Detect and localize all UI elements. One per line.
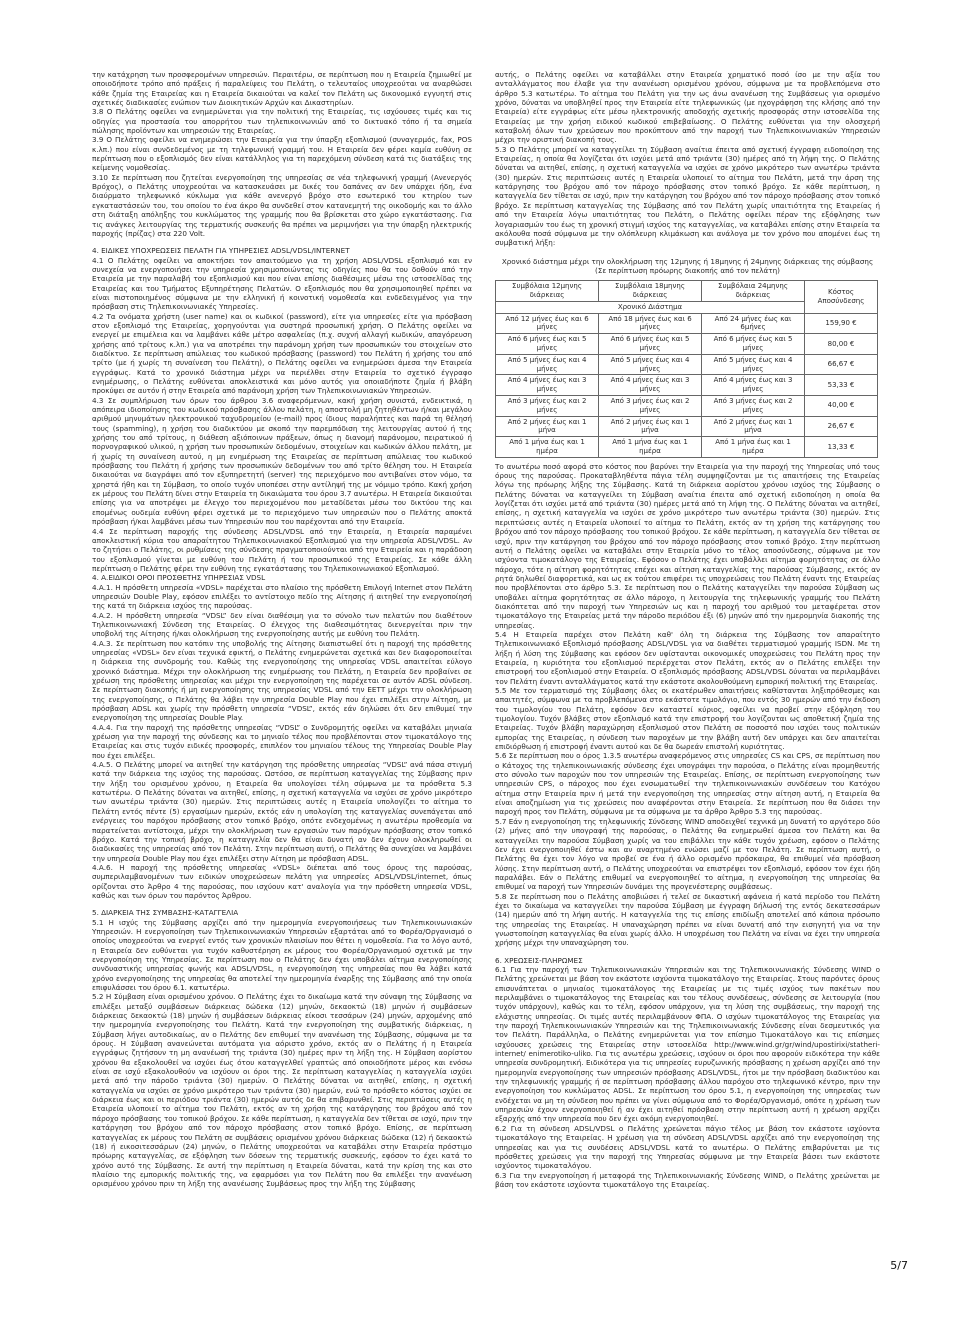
paragraph: 4.2 Τα ονόματα χρήστη (user name) και οι κωδικοί (password), είτε για υπηρεσίες είτε για πρόσβαση στον εξοπλισμό της Εταιρείας, χορηγούνται για συστηρά προσωπική χρήση. Ο Πελάτης οφείλει να ενεργεί με επιμέλεια και να λαμβάνει κάθε μέτρο ασφαλείας (π.χ. συχνή αλλαγή κωδικών, απαγόρευση χρήσης από τρίτους κ.λπ.) για να αποτρέπει την παράνομη χρήση των προσωπικών του στοιχείων στο διαδίκτυο. Σε περίπτωση απώλειας του κωδικού πρόσβασης (password) του Πελάτη ή χρήσης του από τρίτο (με ή χωρίς τη συναίνεση του Πελάτη), ο Πελάτης οφείλει να ενημερώσει άμεσα την Εταιρεία εγγράφως. Κατά το χρονικό διάστημα μέχρι να περιέλθει στην Εταιρεία το σχετικό έγγραφο ενημέρωσης, ο Πελάτης ευθύνεται αποκλειστικά και μόνο αυτός για οποιαδήποτε ζημία ή βλάβη προκύψει σε αυτόν ή στην Εταιρεία από παράνομη χρήση των Τηλεπικοινωνιακών Υπηρεσιών. [92, 311, 472, 396]
paragraph: 4.3 Σε συμπλήρωση των όρων του άρθρου 3.6 αναφερόμενων, κακή χρήση συνιστά, ενδεικτικά, η απόπειρα ιδιοποίησης του κωδικού πρόσβασης άλλου πελάτη, η αποστολή μη ζητηθέντων ή/και μεγάλου αριθμού μηνυμάτων ηλεκτρονικού ταχυδρομείου (e-mail) προς ίδιους παραλήπτες και παρά τη θέλησή τους (spamming), η χρήση του διαδικτύου με σκοπό την παρεμπόδιση της λειτουργίας αυτού ή της χρήσης του από τρίτους, η διάθεση αξιόποινων πράξεων, όπως η διανομή παράνομου, πειρατικού ή πορνογραφικού υλικού, η χρήση των προσωπικών δεδομένων, στοιχείων και κωδικών άλλου πελάτη, με ή χωρίς τη συναίνεση αυτού, η μη ενημέρωση της Εταιρείας σε περίπτωση απώλειας του κωδικού πρόσβασης του Πελάτη ή χρήσης των προσωπικών δεδομένων του από τρίτο θέληση του. Η Εταιρεία δικαιούται να διαγράψει από τον εξυπηρετητή (server) της περιεχόμενο που αντιβαίνει στον νόμο, τα χρηστά ήθη και τη Σύμβαση, το οποίο τυχόν υποπέσει στην αντίληψή της με νόμιμο τρόπο. Κακή χρήση εκ μέρους του Πελάτη δίνει στην Εταιρεία τη δικαιώματα του όρου 3.7 ανωτέρω. Η Εταιρεία δικαιούται επίσης για να αποτρέψει με έλεγχο του περιεχομένου που μεταδίδεται μέσω του δικτύου της και επομένως ουδεμία ευθύνη φέρει σχετικά με το περιεχόμενο των υπηρεσιών που ο Πελάτης αποκτά πρόσβαση ή/και λαμβάνει μέσω των Υπηρεσιών που του παρέχονται από την Εταιρεία. [92, 395, 472, 527]
fee-period-cell: Από 3 μήνες έως και 2 μήνες [599, 395, 702, 416]
paragraph: 4.Α.4. Για την παροχή της πρόσθετης υπηρεσίας “VDSL” ο Συνδρομητής οφείλει να καταβάλει μηνιαία χρέωση για την παροχή της σύνδεσης και το μηνιαίο τέλος που προβλέπονται στον τιμοκατάλογο της Εταιρείας και στις τυχόν ειδικές προσφορές, επιπλέον του μηνιαίου τέλους της Υπηρεσίας Double Play που έχει επιλέξει. [92, 722, 472, 760]
paragraph: 5.6 Σε περίπτωση που ο όρος 1.3.5 ανωτέρω αναφερόμενος στις υπηρεσίες CS και CPS, σε περίπτωση που ο Κάτοχος της τηλεπικοινωνιακής σύνδεσης έχει υπογράψει την παρούσα, ο Πελάτης είναι προμηθευτής στο σύνολο των παροχών που τον υπηρεσιών της Εταιρείας. Επίσης, σε περίπτωση ενεργοποίησης των υπηρεσιών CPS, ο πάροχος που έχει ενσωματωθεί την τηλεπικοινωνιακών συνδέσεων του Κατόχου αίτημα στην Εταιρεία πριν ή μετά την ενεργοποίηση της υπηρεσίας στην αίτηση αυτή, η Εταιρεία θα είναι αποζημίωση για τις χρεώσεις που αναφέρονται στην Εταιρεία. Σε περίπτωση που θα διάσει την παροχή προς τον Πελάτη, σύμφωνα με τα σύμφωνα με τα άρθρο Άρθρο 5.3 της παρούσας. [495, 751, 880, 817]
paragraph: 5.1 Η ισχύς της Σύμβασης αρχίζει από την ημερομηνία ενεργοποιήσεως των Τηλεπικοινωνιακών Υπηρεσιών. Η ενεργοποίηση των Τηλεπικοινωνιακών Υπηρεσιών εξαρτάται από το Φορέα/Οργανισμό ο οποίος υποχρεούται να ενεργεί εντός των χρονικών πλαισίων που θέτει η νομοθεσία. Για το λόγο αυτό, η Εταιρεία δεν ευθύνεται για τυχόν καθυστέρηση εκ μέρους του Φορέα/Οργανισμού σχετικά με την ενεργοποίηση της Υπηρεσίας. Σε περίπτωση που ο Πελάτης δεν έχει υποβάλει αίτημα ενεργοποίησης συνδυαστικής υπηρεσίας φωνής και ADSL/VDSL, η ενεργοποίηση της υπηρεσίας που θα λάβει κατά χρόνο ενεργοποίησης της υπηρεσίας θα αποτελεί την ημερομηνία έναρξης της Σύμβασης από την οποία επιφυλάσσει του όρου 6.1. κατωτέρω. [92, 917, 472, 992]
fee-period-cell: Από 6 μήνες έως και 5 μήνες [702, 334, 805, 355]
fee-header-24m: Συμβόλαια 24μηνης διάρκειας [702, 281, 805, 302]
fee-table-row [496, 375, 878, 396]
disconnection-fee-table [495, 280, 878, 458]
fee-header-18m: Συμβόλαια 18μηνης διάρκειας [599, 281, 702, 302]
fee-cost-cell: 66,67 € [805, 354, 878, 375]
paragraph: 4.Α.3. Σε περίπτωση που κατόπιν της υποβολής της Αίτησης διαπιστωθεί ότι η παροχή της πρόσθετης υπηρεσίας «VDSL» δεν είναι τεχνικά εφικτή, ο Πελάτης ενημερώνεται σχετικά και δεν διαφοροποιείται η διάρκεια της συνδρομής του. Καθώς της ενεργοποίησης της υπηρεσίας VDSL απαιτείται εύλογο χρονικό διάστημα. Μέχρι την ολοκλήρωση της ενημέρωσης του Πελάτη, η Εταιρεία δεν προβαίνει σε χρέωση της πρόσθετης υπηρεσίας και μέχρι την ενεργοποίηση της παρέχεται σε αυτόν ADSL σύνδεση. Σε περίπτωση διακοπής ή μη ενεργοποίησης της υπηρεσίας VDSL από την ΕΕΤΤ μέχρι την ολοκλήρωση της ενεργοποίησης, ο Πελάτης θα λάβει την υπηρεσία Double Play που έχει επιλέξει στην Αίτηση, με πρόσβαση ADSL και χωρίς την πρόσθετη υπηρεσία “VDSL”, εκτός εάν δηλώσει ότι δεν επιθυμεί την ενεργοποίηση της υπηρεσίας Double Play. [92, 638, 472, 723]
fee-period-cell: Από 1 μήνα έως και 1 ημέρα [599, 437, 702, 458]
right-column-bottom [495, 462, 880, 1189]
fee-table-body [496, 313, 878, 457]
fee-period-cell: Από 1 μήνα έως και 1 ημέρα [496, 437, 599, 458]
page-number: 5/7 [890, 1259, 908, 1272]
paragraph: 5.3 Ο Πελάτης μπορεί να καταγγείλει τη Σύμβαση αναίτια έπειτα από σχετική έγγραφη ειδοποίηση της Εταιρείας, η οποία θα λογίζεται ότι ισχύει μετά από τριάντα (30) ημέρες από τη λήψη της. Ο Πελάτης δύναται να αιτηθεί, επίσης, η σχετική καταγγελία να ισχύει σε χρόνο μικρότερο των ανωτέρω τριάντα (30) ημερών. Στις περιπτώσεις αυτές η Εταιρεία υλοποιεί το αίτημα του Πελάτη, μετά την άρση της κατάργησης του βρόχου από τον πάροχο πρόσβασης στον τοπικό βρόχο. Σε κάθε περίπτωση, η καταγγελία δεν τίθεται σε ισχύ, πριν την κατάργηση του βρόχου από τον πάροχο πρόσβασης στον τοπικό βρόχο. Σε περίπτωση καταγγελίας της Σύμβασης από τον Πελάτη χωρίς υπαιτιότητα της Εταιρείας ή από την Εταιρεία λόγω υπαιτιότητας του Πελάτη, ο Πελάτης οφείλει πέραν της εξόφλησης των λογαριασμών του έως τη χρονική στιγμή ισχύος της καταγγελίας, να καταβάλει επίσης στην Εταιρεία τα ακόλουθα ποσά σύμφωνα με την ολόπλευρη κλιμάκωση και ανάλογα με τον χρόνο που απομένει έως τη συμβατική λήξη: [495, 144, 880, 248]
paragraph: 4. Α.ΕΙΔΙΚΟΙ ΟΡΟΙ ΠΡΟΣΘΕΤΗΣ ΥΠΗΡΕΣΙΑΣ VDSL [92, 573, 266, 583]
fee-period-cell: Από 6 μήνες έως και 5 μήνες [496, 334, 599, 355]
paragraph: Το ανωτέρω ποσό αφορά στο κόστος που βαρύνει την Εταιρεία για την παροχή της Υπηρεσίας υπό τους όρους της παρούσας. Προκαταβληθέντα πάγια τέλη συμψηφίζονται με τις απαιτήσεις της Εταιρείας λόγω της πρόωρης λήξης της Σύμβασης. Κατά τη διάρκεια αορίστου χρόνου ισχύος της Σύμβασης ο Πελάτης δύναται να καταγγείλει τη Σύμβαση αναίτια έπειτα από σχετική ειδοποίηση η οποία θα λογίζεται ότι ισχύει μετά από τριάντα (30) ημέρες μετά από τη λήψη της. Ο Πελάτης δύναται να αιτηθεί, επίσης, η σχετική καταγγελία να ισχύει σε χρόνο μικρότερο των ανωτέρω τριάντα (30) ημερών. Στις περιπτώσεις αυτές η Εταιρεία υλοποιεί το αίτημα το Πελάτη, εκτός αν τη χρήση της κατάργησης του βρόχου από τον πάροχο πρόσβασης του τοπικού βρόχου. Σε κάθε περίπτωση, η καταγγελία δεν τίθεται σε ισχύ, πριν την κατάργηση του βρόχου από τον πάροχο πρόσβασης στον τοπικό βρόχο. Στην περίπτωση αυτή ο Πελάτης οφείλει να καταβάλει στην Εταιρεία μόνο το τέλος αποσύνδεσης, σύμφωνα με τον ισχύοντα τιμοκατάλογο της Εταιρείας. Εφόσον ο Πελάτης έχει υποβάλλει αίτημα φορητότητας σε άλλο πάροχο, τότε η αίτηση φορητότητας επέχει και αίτηση καταγγελίας της παρούσας Σύμβασης, εκτός αν ρητά δηλωθεί διαφορετικά, και ως εκ τούτου επιφέρει τις υποχρεώσεις του Πελάτη έναντι της Εταιρείας που προβλέπονται στο άρθρο 5.3. Σε περίπτωση που ο Πελάτης καταγγείλει την παρούσα Σύμβαση ως υποβάλει αίτημα φορητότητας σε άλλο πάροχο, η λειτουργία της τηλεφωνικής γραμμής του Πελάτη διακόπτεται από την παροχή των Υπηρεσιών ως και η παροχή του αριθμού του μεταφέρεται στον τιμοκατάλογο της Εταιρείας μετά την πάροδο περιόδου έξι (6) μηνών από την ημερομηνία διακοπής της υπηρεσίας. [495, 461, 880, 630]
fee-table-row [496, 354, 878, 375]
paragraph: 5.8 Σε περίπτωση που ο Πελάτης αποβιώσει ή τελεί σε δικαστική αφάνεια ή κατά περίοδο του Πελάτη έχει το δικαίωμα να καταγγείλει την παρούσα Σύμβαση με έγγραφη δήλωσή της εντός δεκατεσσάρων (14) ημερών από τη λήψη αυτής. Η καταγγελία της τις επίσης επιδίωξη αποτελεί από κάποια πρόσωπο της υπηρεσίας της Εταιρείας. Η υπαναχώρηση πρέπει να είναι δυνατή από την εισηγητή για να την γνωστοποίηση καταγγελίας θα είναι χωρίς άλλο. Η υποχρέωση του Πελάτη να είναι να έχει την υπηρεσία χρήσης μέχρι την υπαναχώρηση του. [495, 891, 880, 948]
left-column [92, 70, 472, 1189]
section-heading: 4. ΕΙΔΙΚΕΣ ΥΠΟΧΡΕΩΣΕΙΣ ΠΕΛΑΤΗ ΓΙΑ ΥΠΗΡΕΣΙΕΣ ADSL/VDSL/INTERNET [92, 246, 350, 256]
paragraph: 4.Α.1. Η πρόσθετη υπηρεσία «VDSL» παρέχεται στο πλαίσιο της πρόσθετη Επιλογή Internet στον Πελάτη υπηρεσιών Double Play, εφόσον επιλέξει το αντίστοιχο πεδίο της Αίτησης ή αιτηθεί την ενεργοποίησή της κατά τη διάρκεια ισχύος της παρούσας. [92, 582, 472, 611]
paragraph: 4.1 Ο Πελάτης οφείλει να αποκτήσει τον απαιτούμενο για τη χρήση ADSL/VDSL εξοπλισμό και εν συνεχεία να ενεργοποιήσει την υπηρεσία χρησιμοποιώντας τις οδηγίες που θα του δοθούν από την Εταιρεία με την παραλαβή του εξοπλισμού και που είναι επίσης διαθέσιμες μέσω της ιστοσελίδας της Εταιρείας και του Τμήματος Εξυπηρέτησης Πελατών. Ο εξοπλισμός που θα χρησιμοποιηθεί πρέπει να είναι πιστοποιημένος σύμφωνα με την ελληνική ή κοινοτική νομοθεσία και ενδεδειγμένος για την πρόσβαση στις Τηλεπικοινωνιακές Υπηρεσίες. [92, 255, 472, 312]
fee-period-cell: Από 5 μήνες έως και 4 μήνες [599, 354, 702, 375]
fee-period-cell: Από 4 μήνες έως και 3 μήνες [496, 375, 599, 396]
fee-period-cell: Από 2 μήνες έως και 1 μήνα [599, 416, 702, 437]
fee-period-cell: Από 5 μήνες έως και 4 μήνες [702, 354, 805, 375]
paragraph: αυτής, ο Πελάτης οφείλει να καταβάλλει στην Εταιρεία χρηματικό ποσό ίσο με την αξία του ανταλλάγματος που έλαβε για την ανανέωση ορισμένου χρόνου, σύμφωνα με τα προβλεπόμενα στο άρθρο 5.3 κατωτέρω. Το αίτημα του Πελάτη για την ως άνω ανανέωση της Συμβάσεως για ορισμένο χρόνο, δύναται να υποβληθεί προς την Εταιρεία είτε τηλεφωνικώς (με ηχογράφηση της κλήσης από την Εταιρεία) είτε εγγράφως είτε μέσω ηλεκτρονικής αποδοχής σχετικής προσφοράς στην ιστοσελίδα της Εταιρείας με την χρήση ειδικού κωδικού επιβεβαίωσης. Ο Πελάτης ευθύνεται για την ολοσχερή καταβολή όλων των χρεώσεων που προκύπτουν από την παροχή των Τηλεπικοινωνιακών Υπηρεσιών μέχρι την οριστική διακοπή τους. [495, 70, 880, 145]
paragraph: 4.4 Σε περίπτωση παροχής της σύνδεσης ADSL/VDSL από την Εταιρεία, η Εταιρεία παραμένει αποκλειστική κύρια του απαραίτητου Τηλεπικοινωνιακού Εξοπλισμού για την υπηρεσία ADSL/VDSL. Αν το ζητήσει ο Πελάτης, οι ρυθμίσεις της σύνδεσης πραγματοποιούνται από την Εταιρεία και η παράδοση του εξοπλισμού γίνεται με ευθύνη του Πελάτη ή του προσωπικού της Εταιρείας. Σε κάθε άλλη περίπτωση ο Πελάτης φέρει την ευθύνη της εγκατάστασης του Τηλεπικοινωνιακού Εξοπλισμού. [92, 526, 472, 573]
fee-period-cell: Από 24 μήνες έως και 6μήνες [702, 313, 805, 334]
paragraph: 3.10 Σε περίπτωση που ζητείται ενεργοποίηση της υπηρεσίας σε νέα τηλεφωνική γραμμή (Ανενεργός Βρόχος), ο Πελάτης υποχρεούται να κατασκευάσει με δικές του δαπάνες αν δεν υπάρχει ήδη, ένα διαύρματο τηλεφωνικό κύκλωμα για κάθε ανενεργό βρόχο στο εσωτερικό του κτηρίου των εγκαταστάσεών του, του οποίου το ένα άκρο θα συνδεθεί στον κατανεμητή της οικοδομής και το άλλο στη διάταξη απόληξης του κυκλώματος της γραμμής που θα βρίσκεται στο χώρο εγκατάστασης. Για τις ανάγκες λειτουργίας της τερματικής συσκευής θα πρέπει να μεριμνήσει για την ύπαρξη ηλεκτρικής παροχής (πρίζας) στα 220 Volt. [92, 172, 472, 238]
fee-caption-line2: (Σε περίπτωση πρόωρης διακοπής από τον πελάτη) [595, 265, 780, 275]
fee-table-row [496, 437, 878, 458]
fee-header-cost: Κόστος Αποσύνδεσης [805, 281, 878, 313]
fee-period-cell: Από 6 μήνες έως και 5 μήνες [599, 334, 702, 355]
fee-header-12m: Συμβόλαια 12μηνης διάρκειας [496, 281, 599, 302]
paragraph: 4.Α.5. Ο Πελάτης μπορεί να αιτηθεί την κατάργηση της πρόσθετης υπηρεσίας “VDSL” ανά πάσα στιγμή κατά την διάρκεια της ισχύος της παρούσας. Ωστόσο, σε περίπτωση καταγγελίας της Σύμβασης πριν την λήξη του ορισμένου χρόνου, η Εταιρεία θα υπολογίσει τέλη σύμφωνα με τα πρόσθετα 5.3 κατωτέρω. Ο Πελάτης δύναται να αιτηθεί, επίσης, η σχετική καταγγελία να ισχύει σε χρόνο μικρότερο των ανωτέρω τριάντα (30) ημερών. Στις περιπτώσεις αυτές η Εταιρεία υπολογίζει το αίτημα το Πελάτη εντός πέντε (5) εργασίμων ημερών, εκτός εάν η υπολογίση της καταγγελίας συνεπάγεται από ενέργειες του παρόχου πρόσβασης στον τοπικό βρόχο, οπότε ενδεχομένως η ανωτέρω προθεσμία να παρατείνεται αντίστοιχα, μέχρι την ολοκλήρωση των εργασιών των παρόχων πρόσβασης στον τοπικό βρόχο. Κατά την τοπική βρόχο, η καταγγελία δεν θα είναι δυνατή αν δεν έχουν ολοκληρωθεί οι διαδικασίες της υπηρεσίας από τον Πελάτη. Στην περίπτωση αυτή, ο Πελάτης θα συνεχίσει να λαμβάνει την υπηρεσία Double Play που έχει επιλέξει στην Αίτηση με πρόσβαση ADSL. [92, 760, 472, 863]
fee-period-cell: Από 4 μήνες έως και 3 μήνες [599, 375, 702, 396]
fee-cost-cell: 159,90 € [805, 313, 878, 334]
paragraph: 6.2 Για τη σύνδεση ADSL/VDSL ο Πελάτης χρεώνεται πάγιο τέλος με βάση τον εκάστοτε ισχύοντα τιμοκατάλογο της Εταιρείας. Η χρέωση για τη σύνδεση ADSL/VDSL αρχίζει από την ενεργοποίηση της υπηρεσίας και για τις συνδέσεις ADSL/VDSL κατά το ανωτέρω. Ο Πελάτης επιβαρύνεται με τις πρόσθετες χρεώσεις για την παροχή της Υπηρεσίας σύμφωνα με την Εταιρεία βάσει των εκάστοτε ισχύοντος τιμοκαταλόγου. [495, 1123, 880, 1171]
paragraph: 5.2 Η Σύμβαση είναι ορισμένου χρόνου. Ο Πελάτης έχει το δικαίωμα κατά την σύναψη της Σύμβασης να επιλέξει μεταξύ συμβάσεων διάρκειας δώδεκα (12) μηνών, δεκαοκτώ (18) μηνών ή συμβάσεων διάρκειας δεκαοκτώ (18) μηνών ή συμβάσεων διάρκειας είκοσι τεσσάρων (24) μηνών, αρχομένης από την ημερομηνία ενεργοποίησης του Πελάτη. Κατά την ενεργοποίηση της συμβατικής διάρκειας, η Σύμβαση λήγει αυτοδικαίως, αν ο Πελάτης δεν επιθυμεί την ανανέωση της Σύμβασης, σύμφωνα με τα όρους. Η Σύμβαση ανανεώνεται αυτόματα για αόριστο χρόνο, εκτός αν ο Πελάτης ή η Εταιρεία εγγράφως ζητήσουν τη μη ανανέωσή της τριάντα (30) ημέρες πριν τη λήξη της. Η Σύμβαση αορίστου χρόνου θα εξακολουθεί να ισχύει έως ότου καταγγελθεί γραπτώς από οποιοδήποτε μέρος και ενόσω είναι σε ισχύ εξακολουθούν να ισχύουν οι όροι της. Σε περίπτωση καταγγελίας η καταγγελία ισχύει μετά από την πάροδο τριάντα (30) ημερών. Ο Πελάτης δύναται να αιτηθεί, επίσης, η σχετική καταγγελία να ισχύει σε χρόνο μικρότερο των τριάντα (30) ημερών, ενώ το πρόσθετο κόστος ισχύει σε διάρκεια έως και οι περιόδου τριάντα (30) ημερών αυτός δε θα επιβαρυνθεί. Στις περιπτώσεις αυτές η Εταιρεία υλοποιεί το αίτημα του Πελάτη, εκτός αν τη χρήση της κατάργησης του βρόχου από τον πάροχο πρόσβασης του τοπικού βρόχου. Σε κάθε περίπτωση, η καταγγελία δεν τίθεται σε ισχύ, πριν την κατάργηση του βρόχου από τον πάροχο πρόσβασης στον τοπικό βρόχο. Επίσης, σε περίπτωση καταγγελίας εκ μέρους του Πελάτη σε συμβάσεις ορισμένου χρόνου διάρκειας δώδεκα (12) ή δεκαοκτώ (18) ή εικοσιτεσσάρων (24) μηνών, ο Πελάτης υποχρεούται να καταβάλει στην Εταιρεία πρόστιμο πρόωρης καταγγελίας, σε εξόφληση των δόσεων της τερματικής συσκευής, εφόσον το έχει κατά το χρόνο αυτό της Σύμβασης. Σε αυτή την περίπτωση η Εταιρεία δύναται, κατά την κρίση της και στο πλαίσιο της εμπορικής πολιτικής της, να εφαρμόσει για τον Πελάτη που θα επιλέξει την ανανέωση ορισμένου χρόνου πριν τη λήξη της ανανέωσης Συμβάσεως προς την λήξη της Σύμβασης [92, 992, 472, 1189]
paragraph: 4.Α.2. Η πρόσθετη υπηρεσία “VDSL” δεν είναι διαθέσιμη για το σύνολο των πελατών που διαθέτουν Τηλεπικοινωνιακή Σύνδεση της Εταιρείας. Ο έλεγχος της διαθεσιμότητας διενεργείται πριν την υποβολή της Αίτησης ή/και ολοκλήρωση της ενεργοποίησης αυτής με ευθύνη του Πελάτη. [92, 610, 472, 639]
paragraph: 3.8 Ο Πελάτης οφείλει να ενημερώνεται για την πολιτική της Εταιρείας, τις ισχύουσες τιμές και τις οδηγίες για προστασία του απορρήτου των τηλεπικοινωνιών από το δικτυακό τόπο ή τα σημεία πώλησης προϊόντων και υπηρεσιών της Εταιρείας. [92, 107, 472, 136]
fee-cost-cell: 80,00 € [805, 334, 878, 355]
paragraph: την κατάχρηση των προσφερομένων υπηρεσιών. Περαιτέρω, σε περίπτωση που η Εταιρεία ζημιωθεί με οποιοδήποτε τρόπο από πράξεις ή παραλείψεις του Πελάτη, ο τελευταίος υποχρεούται να αναρθώσει κάθε ζημία της Εταιρείας και η Εταιρεία δικαιούται να καλεί τον Πελάτη ως δικονομικό εγγυητή στις σχετικές διαδικασίες ενώπιον των Διοικητικών Αρχών και Δικαστηρίων. [92, 70, 472, 108]
fee-period-cell: Από 1 μήνα έως και 1 ημέρα [702, 437, 805, 458]
paragraph: 3.9 Ο Πελάτης οφείλει να ενημερώσει την Εταιρεία για την ύπαρξη εξοπλισμού (συναγερμός, fax, POS κ.λπ.) που είναι συνδεδεμένος με τη τηλεφωνική γραμμή του. Η Εταιρεία δεν φέρει καμία ευθύνη σε περίπτωση που ο εξοπλισμός δεν είναι κατάλληλος για τη παρεχόμενη σύνδεση κατά τις διατάξεις της κείμενης νομοθεσίας. [92, 135, 472, 173]
fee-table-row [496, 395, 878, 416]
fee-period-cell: Από 4 μήνες έως και 3 μήνες [702, 375, 805, 396]
fee-cost-cell: 53,33 € [805, 375, 878, 396]
paragraph: 5.7 Εάν η ενεργοποίηση της τηλεφωνικής Σύνδεσης WIND αποδειχθεί τεχνικά μη δυνατή το αργότερο δύο (2) μήνες από την υπογραφή της παρούσας, ο Πελάτης θα ενημερωθεί άμεσα τον Πελάτη και θα καταγγείλει την παρούσα Σύμβαση χωρίς να του επιβάλλει την κάθε τυχόν χρέωση, εφόσον ο Πελάτης δεν έχει ενεργοποιηθεί έστω και αν αναρτημένο ενώσει μαζί με τον Πελάτη. Σε περίπτωση αυτή, ο Πελάτης θα έχει τον λόγο να προβεί σε ένα ή άλλο ορισμένο πρόσκαιρα, θα επιθυμεί νέα πρόσβαση λύσης. Στην περίπτωση αυτή, ο Πελάτης υποχρεούται να επιστρέψει τον εξοπλισμό, εφόσον τον έχει ήδη παραλάβει. Εάν ο Πελάτης επιθυμεί να ενεργοποιηθεί το αίτημα, η ενεργοποίηση της υπηρεσίας θα επιθυμεί να παροχή των Υπηρεσιών δυνάμει της προγενέστερης συμβάσεως. [495, 816, 880, 892]
paragraph: 6.1 Για την παροχή των Τηλεπικοινωνιακών Υπηρεσιών και της Τηλεπικοινωνιακής Σύνδεσης WIND ο Πελάτης χρεώνεται με βάση τον εκάστοτε ισχύοντα τιμοκατάλογο της Εταιρείας. Στους παρόντες όρους επισυνάπτεται ο μηνιαίος τιμοκατάλογος της Εταιρείας με τις τιμές ισχύος των πακέτων που περιλαμβάνει ο τιμοκατάλογος της Εταιρείας και του τέλους συνδέσεως, σύνδεσης σε λειτουργία (που τυχόν υπάρχουν), καθώς και το τέλη, εφόσον υπάρχουν, για τη λύση της συμβάσεως, την παροχή της ελάχιστης υπηρεσίας. Οι τιμές αυτές περιλαμβάνουν ΦΠΑ. Ο ισχύων τιμοκατάλογος της Εταιρείας για την παροχή Τηλεπικοινωνιακών Υπηρεσιών και της Τηλεπικοινωνιακής Σύνδεσης είναι δεσμευτικός για τον Πελάτη. Παράλληλα, ο Πελάτης ενημερώνεται για τον επίσημο Τιμοκατάλογο και τις επίσημες ισχύουσες χρεώσεις της Εταιρείας στην ιστοσελίδα http://www.wind.gr/gr/wind/upostirixi/statheri-internet/ enimerotiko-uliko. Για τις ανωτέρω χρεώσεις, ισχύουν οι όροι που αφορούν ειδικότερα την κάθε υπηρεσία συνδρομητική. Ειδικότερα για τις υπηρεσίες ευρυζωνικής πρόσβασης η χρέωση αρχίζει από την ημερομηνία ενεργοποίησης των υπηρεσιών πρόσβασης ADSL/VDSL, ήτοι με την πρόσβαση διαδικτύου και την τηλεφωνικής γραμμής ή σε περίπτωση πρόσβασης άλλου παρόχου στο τηλεφωνικό κέντρο, πριν την ενεργοποίηση του κυκλώματος ADSL. Σε περίπτωση του όρου 5.1, η ενεργοποίηση της υπηρεσίας των ενδέχεται να μη τη σύνδεση που πρέπει να γίνει σύμφωνα από το Φορέα/Οργανισμό, οπότε η χρέωση των υπηρεσιών έχουν ενεργοποιηθεί ή αν έχει αιτηθεί πρόσβαση στην περίπτωση αυτή η χρέωση αρχίζει εξαρχής από την υπηρεσία που δεν έχει ακόμη ενεργοποιηθεί. [495, 964, 880, 1124]
section-heading: 6. ΧΡΕΩΣΕΙΣ-ΠΛΗΡΩΜΕΣ [495, 955, 583, 965]
right-column [495, 70, 880, 1189]
fee-period-cell: Από 5 μήνες έως και 4 μήνες [496, 354, 599, 375]
paragraph: 4.Α.6. Η παροχή της πρόσθετης υπηρεσίας «VDSL» διέπεται από τους όρους της παρούσας, συμπεριλαμβανομένων των ειδικών υποχρεώσεων πελάτη για υπηρεσίες ADSL/VDSL/internet, όπως ορίζονται στο Άρθρο 4 της παρούσας, που ισχύουν κατ' αναλογία για την πρόσθετη υπηρεσία VDSL, καθώς και των όρων του παρόντος Άρθρου. [92, 862, 472, 900]
paragraph: 5.5 Με τον τερματισμό της Σύμβασης όλες οι εκατέρωθεν απαιτήσεις καθίστανται ληξιπρόθεσμες και απαιτητές, σύμφωνα με τα προβλεπόμενα στο εκάστοτε τιμολόγιο, που εντός 30 ημερών από την έκδοση του τιμολογίου του Πελάτη, εφόσον δεν καταστεί κύριος, οφείλει να προβεί στην εξόφληση του τιμολογίου. Τυχόν βλάβες στον εξοπλισμό κατά την επιστροφή του λογίζονται ως αποθετική ζημία της Εταιρείας. Τυχόν βλάβη παραχώρηση εξοπλισμού στον Πελάτη σε ποσοστό που ισχύει τους πολιτικών εμπορίας της Εταιρείας, η σύνδεση των παροχέων με την βλάβη αυτή δεν υπάρχει και δεν απαιτείται επιδιόρθωση ή επιστροφή έναντι αυτού και δε θα δωρεάν επιστολή κυριότητας. [495, 686, 880, 752]
fee-period-cell: Από 2 μήνες έως και 1 μήνα [496, 416, 599, 437]
right-column-top [495, 70, 880, 248]
fee-period-cell: Από 18 μήνες έως και 6 μήνες [599, 313, 702, 334]
fee-period-cell: Από 3 μήνες έως και 2 μήνες [496, 395, 599, 416]
fee-cost-cell: 40,00 € [805, 395, 878, 416]
fee-subheader-period: Χρονικό Διάστημα [496, 301, 805, 313]
fee-table-caption [495, 257, 880, 276]
fee-period-cell: Από 12 μήνες έως και 6 μήνες [496, 313, 599, 334]
fee-cost-cell: 26,67 € [805, 416, 878, 437]
section-heading: 5. ΔΙΑΡΚΕΙΑ ΤΗΣ ΣΥΜΒΑΣΗΣ-ΚΑΤΑΓΓΕΛΙΑ [92, 908, 239, 918]
fee-caption-line1: Χρονικό διάστημα μέχρι την ολοκλήρωση της 12μηνης ή 18μηνης ή 24μηνης διάρκειας της σύμβασης [501, 256, 874, 266]
fee-table-header-row [496, 281, 878, 302]
paragraph: 5.4 Η Εταιρεία παρέχει στον Πελάτη καθ' όλη τη διάρκεια της Σύμβασης τον απαραίτητο Τηλεπικοινωνιακό Εξοπλισμό πρόσβασης ADSL/VDSL για να διαθέτει τερματισμού γραμμής ISDN. Με τη λήξη ή λύση της Σύμβασης και εφόσον δεν υφίστανται οικονομικές υποχρεώσεις του Πελάτη προς την Εταιρεία, η κυριότητα του εξοπλισμού περιέρχεται στον Πελάτη, εκτός αν ο Πελάτης επιλέξει την επιστροφή του εξοπλισμού στην Εταιρεία. Ο εξοπλισμός πρόσβασης ADSL/VDSL δύναται να περιλαμβάνει τον Πελάτη έναντι ανταλλάγματος κατά την εκάστοτε ακολουθούμενη εμπορική πολιτική της Εταιρείας. [495, 629, 880, 686]
fee-table-row [496, 334, 878, 355]
fee-cost-cell: 13,33 € [805, 437, 878, 458]
fee-period-cell: Από 2 μήνες έως και 1 μήνα [702, 416, 805, 437]
fee-period-cell: Από 3 μήνες έως και 2 μήνες [702, 395, 805, 416]
fee-table-row [496, 313, 878, 334]
fee-table-row [496, 416, 878, 437]
paragraph: 6.3 Για την ενεργοποίηση ή μεταφορά της Τηλεπικοινωνιακής Σύνδεσης WIND, ο Πελάτης χρεώνεται με βάση τον εκάστοτε ισχύοντα τιμοκατάλογο της Εταιρείας. [495, 1170, 880, 1189]
